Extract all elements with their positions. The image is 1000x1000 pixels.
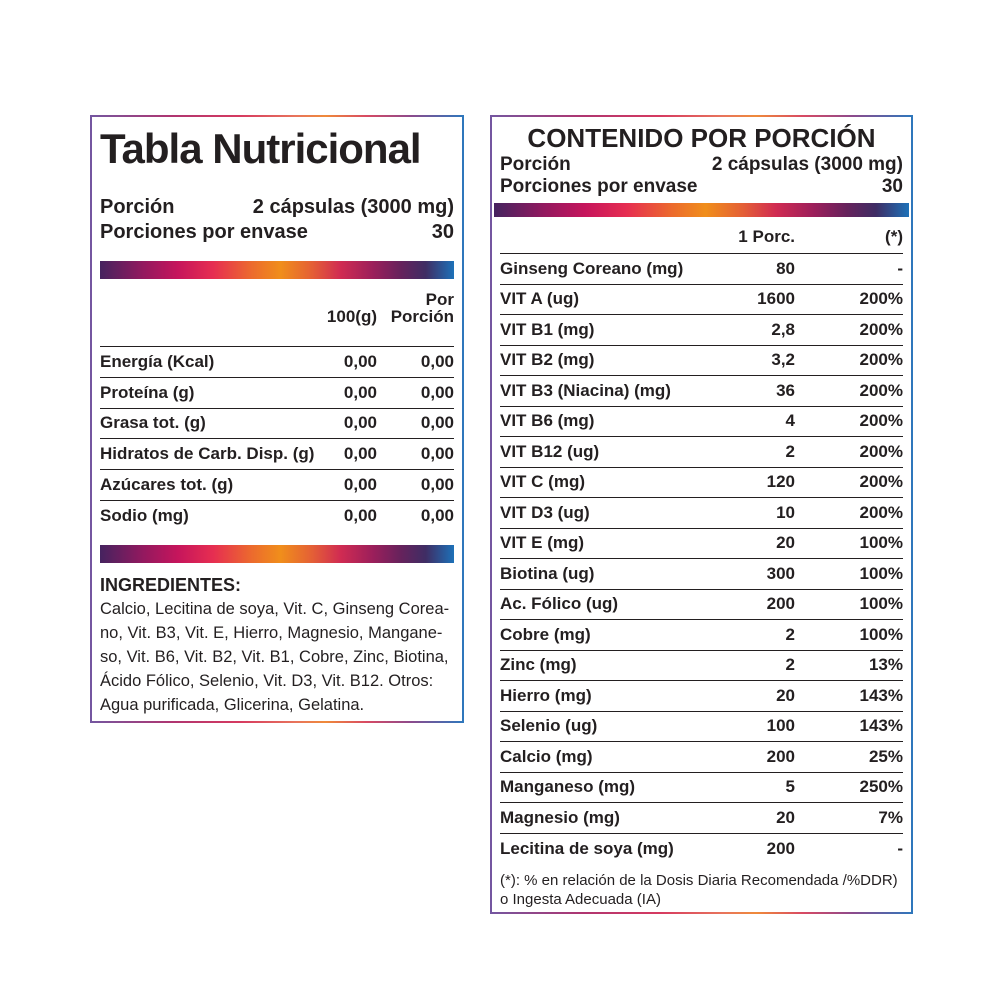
nutrient-percent: 200%: [859, 411, 903, 431]
gradient-divider: [100, 261, 454, 279]
table-row: [500, 834, 903, 865]
nutrient-per-serving: 0,00: [420, 413, 454, 433]
col-header-1-porc: 1 Porc.: [738, 227, 795, 246]
right-panel-title: CONTENIDO POR PORCIÓN: [527, 123, 876, 153]
nutrient-label: VIT A (ug): [500, 289, 579, 309]
nutrient-percent: 200%: [859, 472, 903, 492]
servings-per-container-label: Porciones por envase: [500, 176, 698, 197]
nutrient-amount: 200: [766, 746, 795, 766]
ingredients-line: Agua purificada, Glicerina, Gelatina.: [100, 695, 365, 714]
nutrient-percent: -: [897, 258, 903, 278]
table-row: [500, 529, 903, 560]
nutrient-label: VIT E (mg): [500, 533, 585, 553]
right-table-header: [500, 227, 903, 254]
nutrient-label: Azúcares tot. (g): [100, 475, 234, 495]
table-row: [100, 470, 454, 501]
nutrient-percent: 200%: [859, 502, 903, 522]
nutrient-amount: 3,2: [771, 350, 795, 370]
nutrient-label: Energía (Kcal): [100, 351, 215, 371]
nutrient-amount: 20: [776, 533, 795, 553]
gradient-divider: [494, 203, 909, 217]
nutrient-label: Selenio (ug): [500, 716, 598, 736]
left-table-header: [100, 291, 454, 347]
nutrient-amount: 2,8: [771, 319, 795, 339]
contenido-por-porcion-panel: [490, 115, 913, 914]
serving-size-row: [500, 154, 903, 176]
header-spacer: [500, 227, 705, 247]
nutrient-percent: 200%: [859, 319, 903, 339]
nutrient-label: VIT B6 (mg): [500, 411, 595, 431]
table-row: [500, 773, 903, 804]
ingredients-line: Calcio, Lecitina de soya, Vit. C, Ginseng Corea-: [100, 599, 450, 618]
table-row: [500, 254, 903, 285]
left-panel-title: Tabla Nutricional: [100, 125, 421, 172]
nutrient-label: Cobre (mg): [500, 624, 591, 644]
nutrient-amount: 4: [785, 411, 795, 431]
servings-per-container-value: 30: [881, 176, 903, 197]
nutrient-per-100g: 0,00: [343, 382, 377, 402]
serving-size-value: 2 cápsulas (3000 mg): [252, 196, 454, 218]
nutrient-label: VIT B2 (mg): [500, 350, 595, 370]
servings-per-container-value: 30: [431, 221, 454, 243]
servings-per-container-label: Porciones por envase: [100, 221, 308, 243]
nutrient-percent: 250%: [859, 777, 903, 797]
nutrient-percent: 143%: [859, 716, 903, 736]
ingredients-text: [100, 597, 454, 717]
ingredients-line: Ácido Fólico, Selenio, Vit. D3, Vit. B12. Otros:: [100, 671, 434, 690]
nutrient-label: Ginseng Coreano (mg): [500, 258, 684, 278]
nutrient-percent: 25%: [868, 746, 903, 766]
nutrient-per-100g: 0,00: [343, 351, 377, 371]
table-row: [500, 407, 903, 438]
nutrient-percent: 13%: [868, 655, 903, 675]
tabla-nutricional-panel: [90, 115, 464, 723]
nutrient-percent: 200%: [859, 380, 903, 400]
nutrient-label: Ac. Fólico (ug): [500, 594, 619, 614]
nutrient-percent: -: [897, 838, 903, 858]
serving-size-label: Porción: [500, 154, 571, 175]
nutrient-label: Proteína (g): [100, 382, 195, 402]
table-row: [100, 378, 454, 409]
header-spacer: [100, 291, 322, 325]
nutrient-label: Biotina (ug): [500, 563, 595, 583]
nutrient-amount: 80: [776, 258, 795, 278]
nutrient-label: VIT B1 (mg): [500, 319, 595, 339]
col-header-percent: (*): [885, 227, 903, 246]
nutrient-label: Calcio (mg): [500, 746, 593, 766]
nutrient-per-100g: 0,00: [343, 444, 377, 464]
nutrient-amount: 120: [766, 472, 795, 492]
table-row: [500, 590, 903, 621]
nutrient-amount: 2: [785, 441, 795, 461]
nutrient-per-serving: 0,00: [420, 382, 454, 402]
right-nutrient-table: [500, 254, 903, 864]
nutrient-label: Lecitina de soya (mg): [500, 838, 674, 858]
nutrient-label: Grasa tot. (g): [100, 413, 206, 433]
nutrient-percent: 200%: [859, 289, 903, 309]
nutrient-percent: 100%: [859, 594, 903, 614]
serving-size-label: Porción: [100, 196, 175, 218]
nutrient-amount: 1600: [757, 289, 795, 309]
nutrient-per-serving: 0,00: [420, 475, 454, 495]
table-row: [100, 501, 454, 532]
nutrient-percent: 100%: [859, 624, 903, 644]
nutrient-per-serving: 0,00: [420, 444, 454, 464]
table-row: [500, 315, 903, 346]
nutrient-label: Zinc (mg): [500, 655, 577, 675]
table-row: [500, 712, 903, 743]
gradient-divider: [100, 545, 454, 563]
table-row: [500, 346, 903, 377]
nutrient-label: VIT D3 (ug): [500, 502, 590, 522]
col-header-100g: 100(g): [326, 307, 377, 326]
footnote-line: (*): % en relación de la Dosis Diaria Recomendada /%DDR): [500, 872, 898, 889]
nutrient-amount: 300: [766, 563, 795, 583]
nutrient-amount: 200: [766, 594, 795, 614]
nutrient-amount: 10: [776, 502, 795, 522]
nutrient-label: Hierro (mg): [500, 685, 592, 705]
nutrient-amount: 100: [766, 716, 795, 736]
table-row: [500, 285, 903, 316]
col-header-por-porcion: [377, 291, 454, 325]
nutrient-per-serving: 0,00: [420, 506, 454, 526]
ingredients-line: so, Vit. B6, Vit. B2, Vit. B1, Cobre, Zinc, Biotina,: [100, 647, 449, 666]
table-row: [100, 409, 454, 440]
nutrient-label: VIT C (mg): [500, 472, 585, 492]
table-row: [100, 439, 454, 470]
nutrient-per-100g: 0,00: [343, 413, 377, 433]
nutrient-label: Magnesio (mg): [500, 807, 620, 827]
table-row: [500, 468, 903, 499]
table-row: [500, 803, 903, 834]
col-header-porcion: Porción: [390, 307, 454, 326]
col-header-por: Por: [425, 290, 454, 309]
nutrient-per-100g: 0,00: [343, 506, 377, 526]
table-row: [100, 347, 454, 378]
nutrient-percent: 200%: [859, 441, 903, 461]
servings-per-container-row: [500, 176, 903, 198]
table-row: [500, 437, 903, 468]
nutrient-amount: 200: [766, 838, 795, 858]
nutrient-amount: 20: [776, 807, 795, 827]
nutrient-percent: 7%: [878, 807, 903, 827]
nutrient-percent: 200%: [859, 350, 903, 370]
nutrient-label: VIT B3 (Niacina) (mg): [500, 380, 671, 400]
serving-size-value: 2 cápsulas (3000 mg): [711, 154, 903, 175]
nutrient-amount: 20: [776, 685, 795, 705]
table-row: [500, 376, 903, 407]
left-nutrient-table: [100, 347, 454, 532]
nutrient-amount: 36: [776, 380, 795, 400]
nutrient-per-100g: 0,00: [343, 475, 377, 495]
nutrient-per-serving: 0,00: [420, 351, 454, 371]
ingredients-line: no, Vit. B3, Vit. E, Hierro, Magnesio, Mangane-: [100, 623, 443, 642]
table-row: [500, 498, 903, 529]
serving-size-row: [100, 195, 454, 220]
nutrient-amount: 2: [785, 655, 795, 675]
nutrient-percent: 100%: [859, 533, 903, 553]
nutrient-percent: 143%: [859, 685, 903, 705]
table-row: [500, 620, 903, 651]
nutrient-amount: 2: [785, 624, 795, 644]
footnote: [500, 871, 903, 909]
nutrient-percent: 100%: [859, 563, 903, 583]
nutrient-label: Hidratos de Carb. Disp. (g): [100, 444, 315, 464]
table-row: [500, 742, 903, 773]
nutrient-label: Sodio (mg): [100, 506, 189, 526]
servings-per-container-row: [100, 220, 454, 245]
table-row: [500, 681, 903, 712]
nutrient-amount: 5: [785, 777, 795, 797]
table-row: [500, 559, 903, 590]
nutrient-label: Manganeso (mg): [500, 777, 636, 797]
ingredients-heading: INGREDIENTES:: [100, 574, 242, 595]
footnote-line: o Ingesta Adecuada (IA): [500, 891, 661, 908]
nutrient-label: VIT B12 (ug): [500, 441, 600, 461]
table-row: [500, 651, 903, 682]
